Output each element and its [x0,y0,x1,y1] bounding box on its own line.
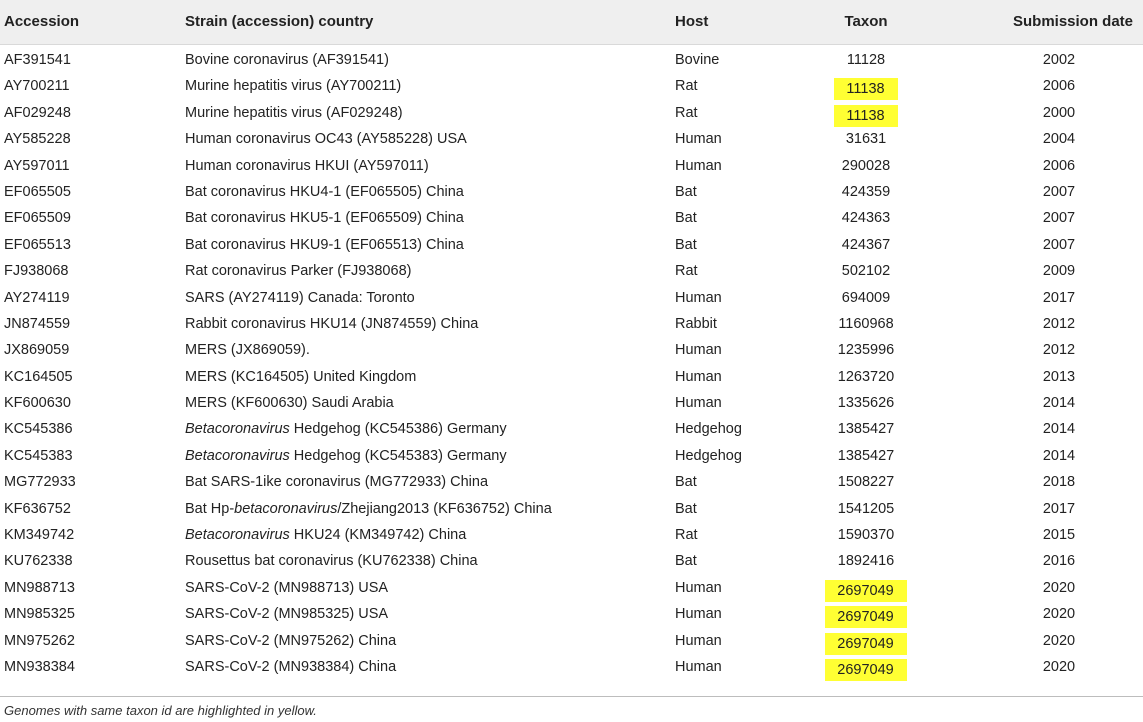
cell-strain [185,105,403,121]
cell-date: 2017 [1042,500,1076,517]
cell-strain [185,158,429,174]
table-footnote: Genomes with same taxon id are highlighted in yellow. [4,703,317,718]
cell-taxon [811,501,921,517]
cell-date: 2006 [1042,157,1076,174]
cell-host: Human [675,157,722,174]
cell-strain [185,553,478,569]
strain-text: HKU24 (KM349742) China [289,527,467,544]
table-row [0,153,1143,179]
cell-taxon [811,580,921,602]
table-row [0,548,1143,574]
cell-strain [185,606,388,622]
table-body [0,45,1143,680]
strain-text: SARS (AY274119) Canada: Toronto [185,289,415,306]
cell-accession: KF636752 [4,500,71,517]
cell-accession: JN874559 [4,315,71,332]
taxon-value: 1160968 [838,315,894,332]
cell-strain [185,501,552,517]
cell-taxon [811,105,921,127]
table-row [0,73,1143,99]
cell-host: Bat [675,236,697,253]
cell-host: Rat [675,263,698,280]
cell-strain [185,474,488,490]
header-host: Host [675,13,709,30]
strain-text: Murine hepatitis virus (AF029248) [185,104,403,121]
header-taxon: Taxon [844,13,888,30]
cell-accession: MG772933 [4,474,76,491]
cell-host: Rat [675,104,698,121]
strain-text: SARS-CoV-2 (MN938384) China [185,658,397,675]
cell-host: Human [675,579,722,596]
cell-strain [185,448,507,464]
cell-date: 2018 [1042,474,1076,491]
strain-text: Human coronavirus HKUI (AY597011) [185,157,429,174]
cell-accession: KC164505 [4,368,73,385]
cell-date: 2007 [1042,183,1076,200]
taxon-highlighted: 11138 [834,78,897,100]
cell-strain [185,210,464,226]
taxon-highlighted: 2697049 [825,580,906,602]
cell-date: 2020 [1042,658,1076,675]
cell-accession: AF029248 [4,104,71,121]
taxon-value: 1541205 [837,500,895,517]
taxon-value: 694009 [841,289,891,306]
cell-accession: AY700211 [4,78,70,95]
cell-date: 2004 [1042,131,1076,148]
strain-text: Rat coronavirus Parker (FJ938068) [185,263,412,280]
cell-date: 2002 [1042,52,1076,68]
strain-text: Rousettus bat coronavirus (KU762338) China [185,553,478,570]
taxon-value: 424363 [841,210,891,227]
cell-strain [185,580,388,596]
table-row [0,337,1143,363]
cell-accession: KU762338 [4,553,73,570]
cell-taxon [811,52,921,68]
cell-accession: MN988713 [4,579,75,596]
cell-taxon [811,210,921,226]
cell-date: 2014 [1042,395,1076,412]
strain-text: Hedgehog (KC545383) Germany [289,447,507,464]
table-row [0,47,1143,73]
strain-text: Human coronavirus OC43 (AY585228) USA [185,131,467,148]
taxon-value: 424359 [841,183,891,200]
cell-host: Human [675,289,722,306]
table-row [0,654,1143,680]
cell-host: Bat [675,183,697,200]
cell-accession: EF065509 [4,210,71,227]
cell-accession: AF391541 [4,52,71,68]
cell-taxon [811,527,921,543]
cell-host: Human [675,395,722,412]
cell-host: Human [675,131,722,148]
cell-strain [185,263,411,279]
table-row [0,416,1143,442]
cell-strain [185,131,467,147]
cell-accession: KM349742 [4,527,75,544]
cell-date: 2020 [1042,606,1076,623]
taxon-value: 1385427 [837,447,895,464]
taxon-highlighted: 2697049 [825,606,906,628]
cell-taxon [811,131,921,147]
cell-host: Bat [675,553,697,570]
cell-accession: KC545386 [4,421,73,438]
table-row [0,126,1143,152]
taxon-value: 290028 [841,157,891,174]
strain-text: Bat coronavirus HKU5-1 (EF065509) China [185,210,464,227]
table-row [0,364,1143,390]
taxon-value: 31631 [845,131,887,148]
cell-strain [185,659,396,675]
strain-text: Bat SARS-1ike coronavirus (MG772933) China [185,474,489,491]
cell-host: Rat [675,78,698,95]
strain-text: Rabbit coronavirus HKU14 (JN874559) China [185,315,479,332]
taxon-value: 502102 [841,263,891,280]
header-date: Submission date [1013,13,1134,30]
table-row [0,205,1143,231]
cell-accession: KC545383 [4,447,73,464]
taxon-value: 1235996 [837,342,895,359]
cell-taxon [811,659,921,681]
strain-text: SARS-CoV-2 (MN988713) USA [185,579,389,596]
table-row [0,575,1143,601]
strain-text: MERS (JX869059). [185,342,310,359]
table-row [0,601,1143,627]
cell-host: Bovine [675,52,720,68]
cell-taxon [811,342,921,358]
cell-host: Human [675,658,722,675]
cell-date: 2014 [1042,421,1076,438]
cell-host: Human [675,368,722,385]
taxon-value: 1892416 [837,553,895,570]
table-row [0,311,1143,337]
cell-taxon [811,553,921,569]
strain-text: SARS-CoV-2 (MN975262) China [185,632,397,649]
cell-host: Human [675,342,722,359]
cell-strain [185,342,310,358]
cell-strain [185,78,401,94]
taxon-value: 1508227 [837,474,895,491]
cell-accession: EF065513 [4,236,71,253]
strain-text-pre: Bat Hp- [185,500,235,517]
strain-text: Bat coronavirus HKU9-1 (EF065513) China [185,236,464,253]
cell-accession: MN985325 [4,606,75,623]
cell-date: 2016 [1042,553,1076,570]
taxon-value: 1263720 [837,368,895,385]
cell-date: 2009 [1042,263,1076,280]
table-bottom-rule [0,696,1143,697]
cell-host: Human [675,606,722,623]
cell-strain [185,52,389,68]
strain-text: /Zhejiang2013 (KF636752) China [337,500,552,517]
strain-genus-italic: Betacoronavirus [185,447,290,464]
table-row [0,443,1143,469]
cell-date: 2000 [1042,104,1076,121]
taxon-value: 1590370 [837,527,895,544]
cell-host: Human [675,632,722,649]
cell-accession: MN938384 [4,658,75,675]
cell-taxon [811,290,921,306]
table-row [0,469,1143,495]
taxon-highlighted: 2697049 [825,633,906,655]
table-row [0,390,1143,416]
strain-genus-italic: betacoronavirus [234,500,338,517]
cell-host: Hedgehog [675,447,742,464]
cell-date: 2007 [1042,210,1076,227]
cell-strain [185,369,416,385]
cell-date: 2020 [1042,579,1076,596]
table-row [0,522,1143,548]
strain-text: Murine hepatitis virus (AY700211) [185,78,402,95]
cell-date: 2014 [1042,447,1076,464]
cell-strain [185,237,464,253]
cell-date: 2017 [1042,289,1076,306]
cell-host: Bat [675,500,697,517]
cell-host: Bat [675,210,697,227]
cell-host: Rat [675,527,698,544]
header-strain: Strain (accession) country [185,13,374,30]
taxon-highlighted: 11138 [834,105,897,127]
table-row [0,179,1143,205]
cell-accession: FJ938068 [4,263,69,280]
cell-strain [185,290,415,306]
cell-taxon [811,184,921,200]
cell-accession: MN975262 [4,632,75,649]
taxon-value: 11128 [846,52,886,68]
cell-accession: AY597011 [4,157,70,174]
table-row [0,628,1143,654]
strain-text: Bat coronavirus HKU4-1 (EF065505) China [185,183,464,200]
cell-accession: JX869059 [4,342,70,359]
cell-taxon [811,633,921,655]
table-row [0,232,1143,258]
cell-taxon [811,316,921,332]
cell-date: 2007 [1042,236,1076,253]
cell-taxon [811,606,921,628]
table-row [0,285,1143,311]
strain-genus-italic: Betacoronavirus [185,421,290,438]
cell-taxon [811,421,921,437]
strain-genus-italic: Betacoronavirus [185,527,290,544]
cell-date: 2013 [1042,368,1076,385]
taxon-highlighted: 2697049 [825,659,906,681]
cell-accession: AY585228 [4,131,71,148]
strain-text: Bovine coronavirus (AF391541) [185,52,389,68]
cell-accession: AY274119 [4,289,70,306]
strain-text: SARS-CoV-2 (MN985325) USA [185,606,389,623]
cell-strain [185,633,396,649]
cell-strain [185,395,394,411]
taxon-value: 424367 [841,236,891,253]
cell-taxon [811,474,921,490]
cell-date: 2006 [1042,78,1076,95]
cell-host: Bat [675,474,697,491]
header-accession: Accession [4,13,80,30]
table-row [0,100,1143,126]
taxon-value: 1335626 [837,395,895,412]
cell-strain [185,421,507,437]
cell-taxon [811,158,921,174]
cell-taxon [811,263,921,279]
cell-strain [185,184,464,200]
table-row [0,496,1143,522]
cell-date: 2012 [1042,342,1076,359]
cell-taxon [811,369,921,385]
table-header [0,0,1143,45]
cell-host: Rabbit [675,315,717,332]
cell-taxon [811,395,921,411]
cell-taxon [811,78,921,100]
cell-strain [185,527,466,543]
cell-date: 2012 [1042,315,1076,332]
taxon-value: 1385427 [837,421,895,438]
cell-date: 2020 [1042,632,1076,649]
strain-text: Hedgehog (KC545386) Germany [289,421,507,438]
cell-strain [185,316,478,332]
cell-date: 2015 [1042,527,1076,544]
table-row [0,258,1143,284]
cell-host: Hedgehog [675,421,742,438]
cell-accession: KF600630 [4,395,71,412]
cell-accession: EF065505 [4,183,71,200]
strain-text: MERS (KC164505) United Kingdom [185,368,417,385]
strain-text: MERS (KF600630) Saudi Arabia [185,395,394,412]
cell-taxon [811,237,921,253]
cell-taxon [811,448,921,464]
